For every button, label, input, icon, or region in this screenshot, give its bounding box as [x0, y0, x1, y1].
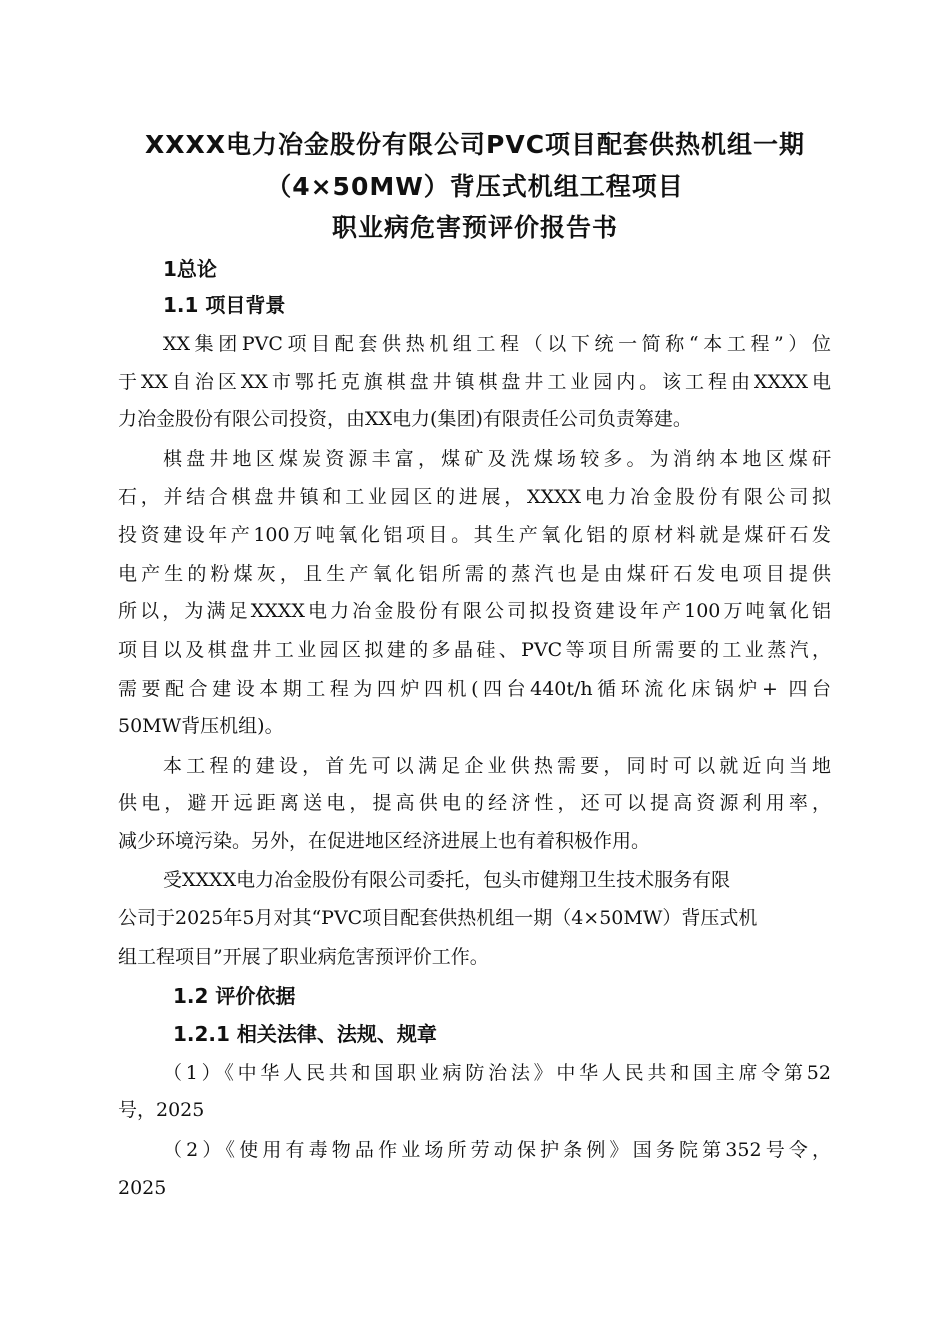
paragraph-line: 投资建设年产100万吨氧化铝项目。其生产氧化铝的原材料就是煤矸石发 [118, 524, 831, 546]
law-item-line: 号，2025 [118, 1099, 205, 1121]
paragraph-line: 本工程的建设，首先可以满足企业供热需要，同时可以就近向当地 [163, 755, 831, 777]
paragraph-line: 公司于2025年5月对其“PVC项目配套供热机组一期（4×50MW）背压式机 [118, 907, 758, 929]
paragraph-line: 受XXXX电力冶金股份有限公司委托，包头市健翔卫生技术服务有限 [163, 869, 731, 891]
paragraph-line: 项目以及棋盘井工业园区拟建的多晶硅、PVC等项目所需要的工业蒸汽， [118, 639, 831, 661]
paragraph-line: 供电，避开远距离送电，提高供电的经济性，还可以提高资源利用率， [118, 792, 831, 814]
paragraph-line: 减少环境污染。另外，在促进地区经济进展上也有着积极作用。 [118, 830, 651, 852]
paragraph-line: 棋盘井地区煤炭资源丰富，煤矿及洗煤场较多。为消纳本地区煤矸 [163, 448, 831, 470]
paragraph-line: 石，并结合棋盘井镇和工业园区的进展，XXXX电力冶金股份有限公司拟 [118, 486, 831, 508]
paragraph-line: 所以，为满足XXXX电力冶金股份有限公司拟投资建设年产100万吨氧化铝 [118, 600, 831, 622]
section-heading-1-2: 1.2 评价依据 [173, 984, 296, 1008]
report-title-line-1: XXXX电力冶金股份有限公司PVC项目配套供热机组一期 [144, 130, 806, 159]
paragraph-line: 于XX自治区XX市鄂托克旗棋盘井镇棋盘井工业园内。该工程由XXXX电 [118, 371, 831, 393]
section-heading-1-2-1: 1.2.1 相关法律、法规、规章 [173, 1022, 437, 1046]
paragraph-line: 50MW背压机组)。 [118, 715, 284, 737]
report-title-line-2: （4×50MW）背压式机组工程项目 [266, 172, 684, 201]
paragraph-line: 力冶金股份有限公司投资，由XX电力(集团)有限责任公司负责筹建。 [118, 408, 692, 430]
report-title-line-3: 职业病危害预评价报告书 [331, 213, 618, 242]
law-item-line: 2025 [118, 1177, 167, 1199]
law-item-line: （2）《使用有毒物品作业场所劳动保护条例》国务院第352号令， [163, 1139, 831, 1161]
law-item-line: （1）《中华人民共和国职业病防治法》中华人民共和国主席令第52 [163, 1062, 831, 1084]
paragraph-line: 组工程项目”开展了职业病危害预评价工作。 [118, 946, 489, 968]
section-heading-1: 1总论 [163, 257, 217, 281]
paragraph-line: 电产生的粉煤灰，且生产氧化铝所需的蒸汽也是由煤矸石发电项目提供 [118, 563, 831, 585]
section-heading-1-1: 1.1 项目背景 [163, 293, 286, 317]
paragraph-line: 需要配合建设本期工程为四炉四机(四台440t/h循环流化床锅炉+ 四台 [118, 678, 831, 700]
paragraph-line: XX集团PVC项目配套供热机组工程（以下统一简称“本工程”）位 [163, 333, 831, 355]
